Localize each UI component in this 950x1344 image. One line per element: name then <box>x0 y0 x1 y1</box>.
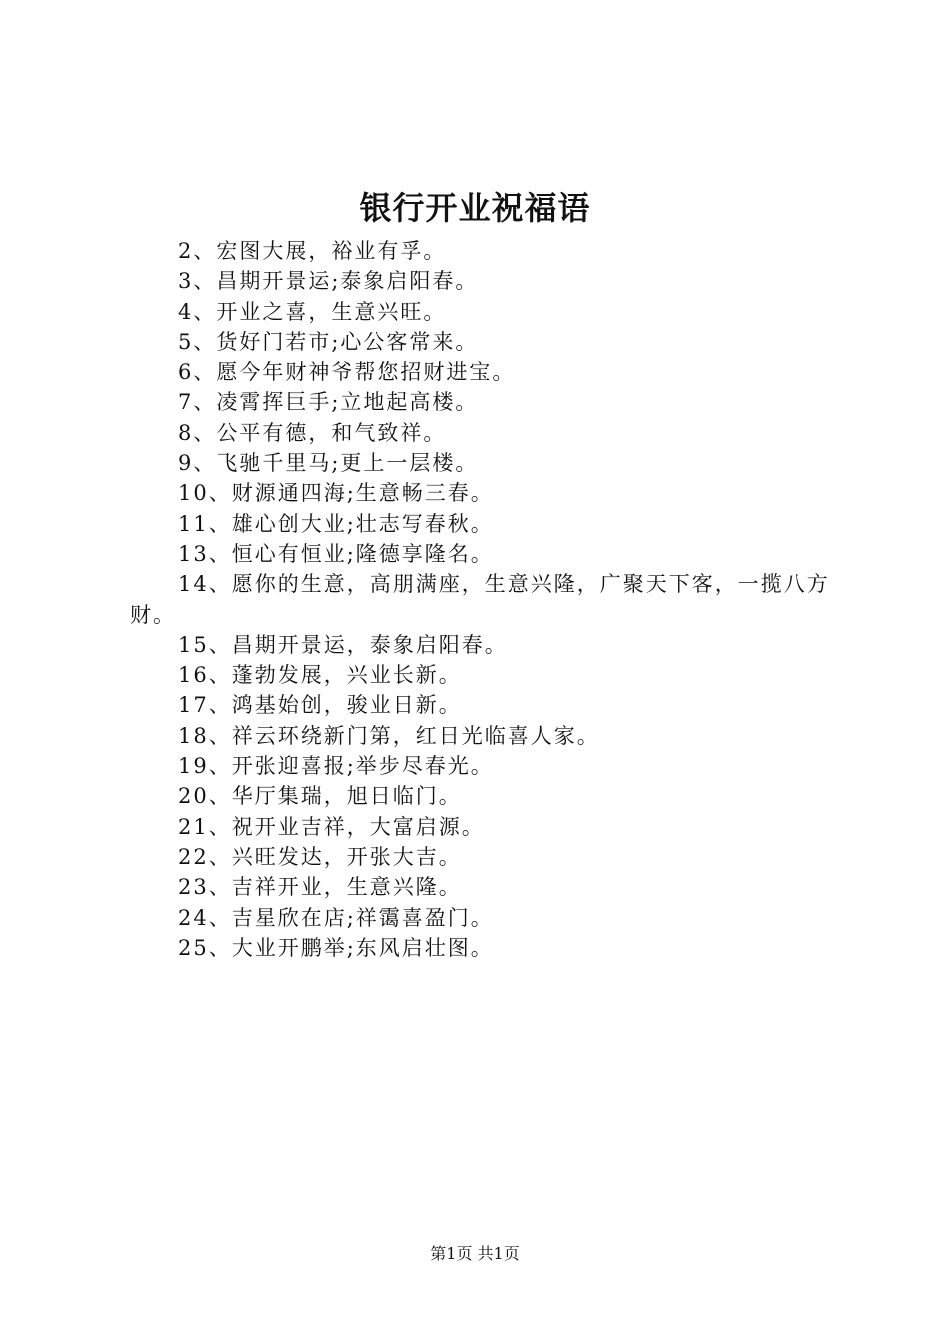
text-line: 20、华厅集瑞，旭日临门。 <box>178 784 462 809</box>
text-line: 23、吉祥开业，生意兴隆。 <box>178 875 462 900</box>
text-line: 5、货好门若市;心公客常来。 <box>178 329 479 354</box>
text-line: 15、昌期开景运，泰象启阳春。 <box>178 632 508 657</box>
text-line: 21、祝开业吉祥，大富启源。 <box>178 814 485 839</box>
text-line: 4、开业之喜，生意兴旺。 <box>178 299 447 324</box>
text-line: 13、恒心有恒业;隆德享隆名。 <box>178 541 494 566</box>
text-line: 7、凌霄挥巨手;立地起高楼。 <box>178 390 479 415</box>
text-line: 16、蓬勃发展，兴业长新。 <box>178 663 462 688</box>
text-line: 24、吉星欣在店;祥霭喜盈门。 <box>178 905 494 930</box>
text-line: 18、祥云环绕新门第，红日光临喜人家。 <box>178 723 600 748</box>
document-body <box>130 236 830 963</box>
text-line: 11、雄心创大业;壮志写春秋。 <box>178 511 494 536</box>
long-paragraph: 14、愿你的生意，高朋满座，生意兴隆，广聚天下客，一揽八方财。 <box>130 572 830 627</box>
text-line: 2、宏图大展，裕业有孚。 <box>178 239 447 263</box>
text-line: 10、财源通四海;生意畅三春。 <box>178 481 494 506</box>
text-line: 8、公平有德，和气致祥。 <box>178 420 447 445</box>
text-line: 17、鸿基始创，骏业日新。 <box>178 693 462 718</box>
text-line: 3、昌期开景运;泰象启阳春。 <box>178 269 479 294</box>
document-title: 银行开业祝福语 <box>359 189 591 227</box>
page-footer: 第1页 共1页 <box>430 1244 520 1263</box>
text-line: 22、兴旺发达，开张大吉。 <box>178 844 462 869</box>
text-line: 25、大业开鹏举;东风启壮图。 <box>178 935 494 960</box>
text-line: 19、开张迎喜报;举步尽春光。 <box>178 754 494 779</box>
text-line: 9、飞驰千里马;更上一层楼。 <box>178 451 479 476</box>
text-line: 6、愿今年财神爷帮您招财进宝。 <box>178 360 516 385</box>
